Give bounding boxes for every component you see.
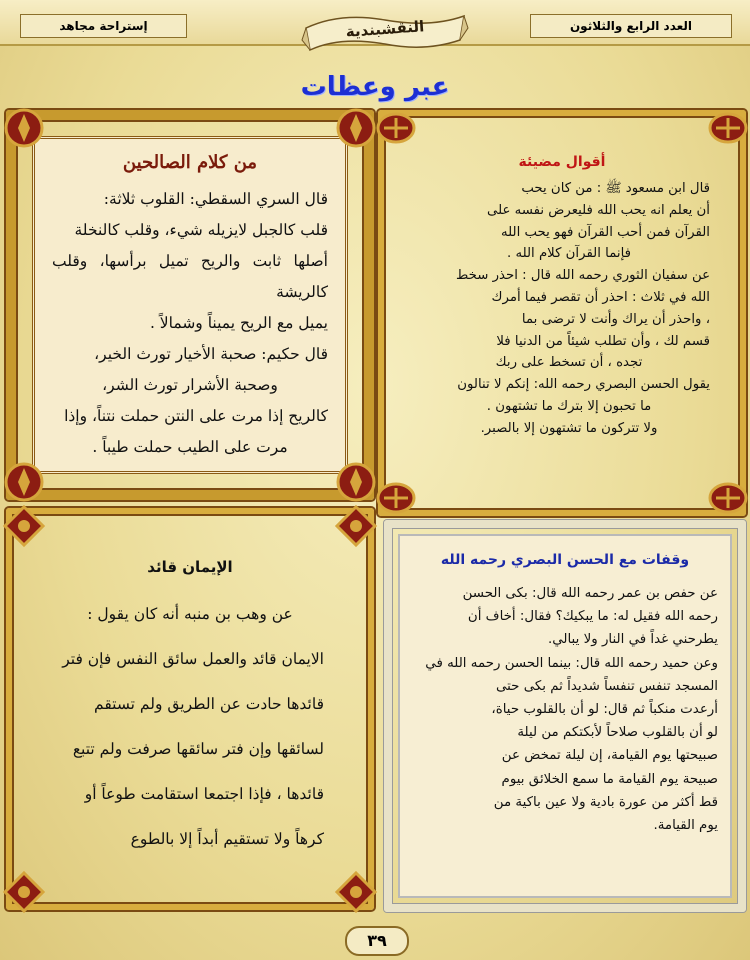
text-line: يقول الحسن البصري رحمه الله: إنكم لا تنالون bbox=[457, 377, 710, 393]
text-line: قال حكيم: صحبة الأخيار تورث الخير، bbox=[94, 345, 328, 363]
panel-body bbox=[56, 592, 324, 862]
corner-ornament-icon bbox=[2, 106, 46, 150]
text-line: القرآن فمن أحب القرآن فهو يحب الله bbox=[500, 224, 710, 240]
text-line: قلب كالجبل لايزيله شيء، وقلب كالنخلة bbox=[74, 221, 328, 239]
corner-ornament-icon bbox=[334, 870, 378, 914]
text-line: أصلها ثابت والريح تميل برأسها، وقلب كالريشة bbox=[52, 252, 328, 301]
panel-aqwal bbox=[378, 110, 746, 516]
text-line: قائدها حادت عن الطريق ولم تستقم bbox=[94, 695, 324, 713]
text-line: قال ابن مسعود ﷺ : من كان يحب bbox=[521, 181, 710, 196]
panel-heading: وقفات مع الحسن البصري رحمه الله bbox=[440, 552, 690, 568]
panel-body bbox=[52, 184, 328, 463]
corner-ornament-icon bbox=[706, 476, 750, 520]
panel-body bbox=[414, 582, 718, 837]
text-line: مرت على الطيب حملت طيباً . bbox=[92, 438, 288, 456]
text-line: ولا تتركون ما تشتهون إلا بالصبر. bbox=[480, 420, 658, 436]
corner-ornament-icon bbox=[374, 476, 418, 520]
text-line: عن حفص بن عمر رحمه الله قال: بكى الحسن bbox=[462, 586, 718, 601]
text-line: قال السري السقطي: القلوب ثلاثة: bbox=[103, 190, 328, 208]
corner-ornament-icon bbox=[2, 870, 46, 914]
text-line: فإنما القرآن كلام الله . bbox=[506, 246, 632, 262]
text-line: ما تحبون إلا بترك ما تشتهون . bbox=[486, 398, 652, 414]
page-title: عبر وعظات bbox=[300, 72, 450, 102]
text-line: وعن حميد رحمه الله قال: بينما الحسن رحمه الله في bbox=[425, 655, 718, 671]
corner-ornament-icon bbox=[334, 460, 378, 504]
panel-salihin bbox=[6, 110, 374, 500]
corner-ornament-icon bbox=[334, 106, 378, 150]
text-line: الله في ثلاث : احذر أن تقصر فيما أمرك bbox=[491, 289, 710, 305]
text-line: يميل مع الريح يميناً وشمالاً . bbox=[149, 314, 328, 332]
text-line: المسجد تنفس تنفساً شديداً ثم بكى حتى bbox=[495, 678, 718, 694]
text-line: لو أن بالقلوب صلاحاً لأبكتكم من ليلة bbox=[517, 725, 718, 741]
corner-ornament-icon bbox=[374, 106, 418, 150]
text-line: أرعدت منكباً ثم قال: لو أن بالقلوب حياة، bbox=[491, 702, 718, 718]
top-header-bar bbox=[0, 0, 750, 46]
text-line: تجده ، أن تسخط على ربك bbox=[495, 355, 643, 371]
corner-ornament-icon bbox=[2, 504, 46, 548]
text-line: أن يعلم انه يحب الله فليعرض نفسه على bbox=[487, 202, 710, 218]
text-line: قط أكثر من عورة بادية ولا عين باكية من bbox=[493, 794, 718, 810]
panel-body bbox=[428, 178, 710, 440]
corner-ornament-icon bbox=[2, 460, 46, 504]
text-line: عن وهب بن منبه أنه كان يقول : bbox=[87, 605, 293, 623]
text-line: كالريح إذا مرت على النتن حملت نتناً، وإذا bbox=[64, 407, 328, 425]
banner-title: النقشبندية bbox=[345, 17, 425, 41]
section-label: إستراحة مجاهد bbox=[20, 14, 187, 38]
text-line: رحمه الله فقيل له: ما يبكيك؟ فقال: أخاف أن bbox=[467, 609, 718, 625]
text-line: وصحبة الأشرار تورث الشر، bbox=[102, 376, 278, 394]
panel-iman bbox=[6, 508, 374, 910]
text-line: صبيحتها يوم القيامة، إن ليلة تمخض عن bbox=[501, 748, 718, 764]
issue-label: العدد الرابع والثلاثون bbox=[530, 14, 732, 38]
panel-heading: من كلام الصالحين bbox=[122, 152, 258, 173]
text-line: يطرحني غداً في النار ولا يبالي. bbox=[547, 632, 718, 648]
corner-ornament-icon bbox=[706, 106, 750, 150]
text-line: عن سفيان الثوري رحمه الله قال : احذر سخط bbox=[456, 268, 710, 284]
corner-ornament-icon bbox=[334, 504, 378, 548]
panel-heading: الإيمان قائد bbox=[147, 558, 233, 576]
text-line: ، واحذر أن يراك وأنت لا ترضى بما bbox=[521, 311, 710, 327]
text-line: الايمان قائد والعمل سائق النفس فإن فتر bbox=[62, 650, 324, 668]
panel-waqafat bbox=[384, 520, 746, 912]
text-line: كرهاً ولا تستقيم أبداً إلا بالطوع bbox=[130, 830, 324, 848]
text-line: لسائقها وإن فتر سائقها صرفت ولم تتبع bbox=[72, 740, 324, 758]
text-line: قائدها ، فإذا اجتمعا استقامت طوعاً أو bbox=[84, 785, 324, 803]
text-line: صبيحة يوم القيامة ما سمع الخلائق بيوم bbox=[501, 771, 718, 787]
page-number: ٣٩ bbox=[345, 926, 409, 956]
text-line: قسم لك ، وأن تطلب شيئاً من الدنيا فلا bbox=[496, 333, 710, 349]
text-line: يوم القيامة. bbox=[653, 818, 718, 834]
panel-heading: أقوال مضيئة bbox=[518, 154, 606, 170]
